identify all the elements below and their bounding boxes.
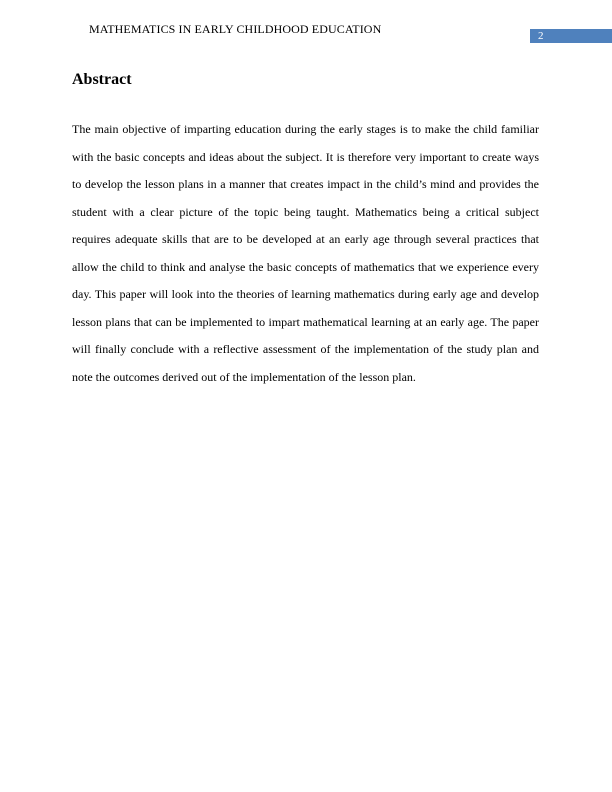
running-head: MATHEMATICS IN EARLY CHILDHOOD EDUCATION [89, 22, 382, 36]
section-heading: Abstract [72, 71, 132, 88]
abstract-paragraph: The main objective of imparting education during the early stages is to make the child familiar with the basic concepts and ideas about the subject. It is therefore very important to create ways to develop the lesson plans in a manner that creates impact in the child’s mind and provides the student with a clear picture of the topic being taught. Mathematics being a critical subject requires adequate skills that are to be developed at an early age through several practices that allow the child to think and analyse the basic concepts of mathematics that we experience every day. This paper will look into the theories of learning mathematics during early age and develop lesson plans that can be implemented to impart mathematical learning at an early age. The paper will finally conclude with a reflective assessment of the implementation of the study plan and note the outcomes derived out of the implementation of the lesson plan. [72, 122, 539, 384]
page-number: 2 [530, 29, 612, 43]
